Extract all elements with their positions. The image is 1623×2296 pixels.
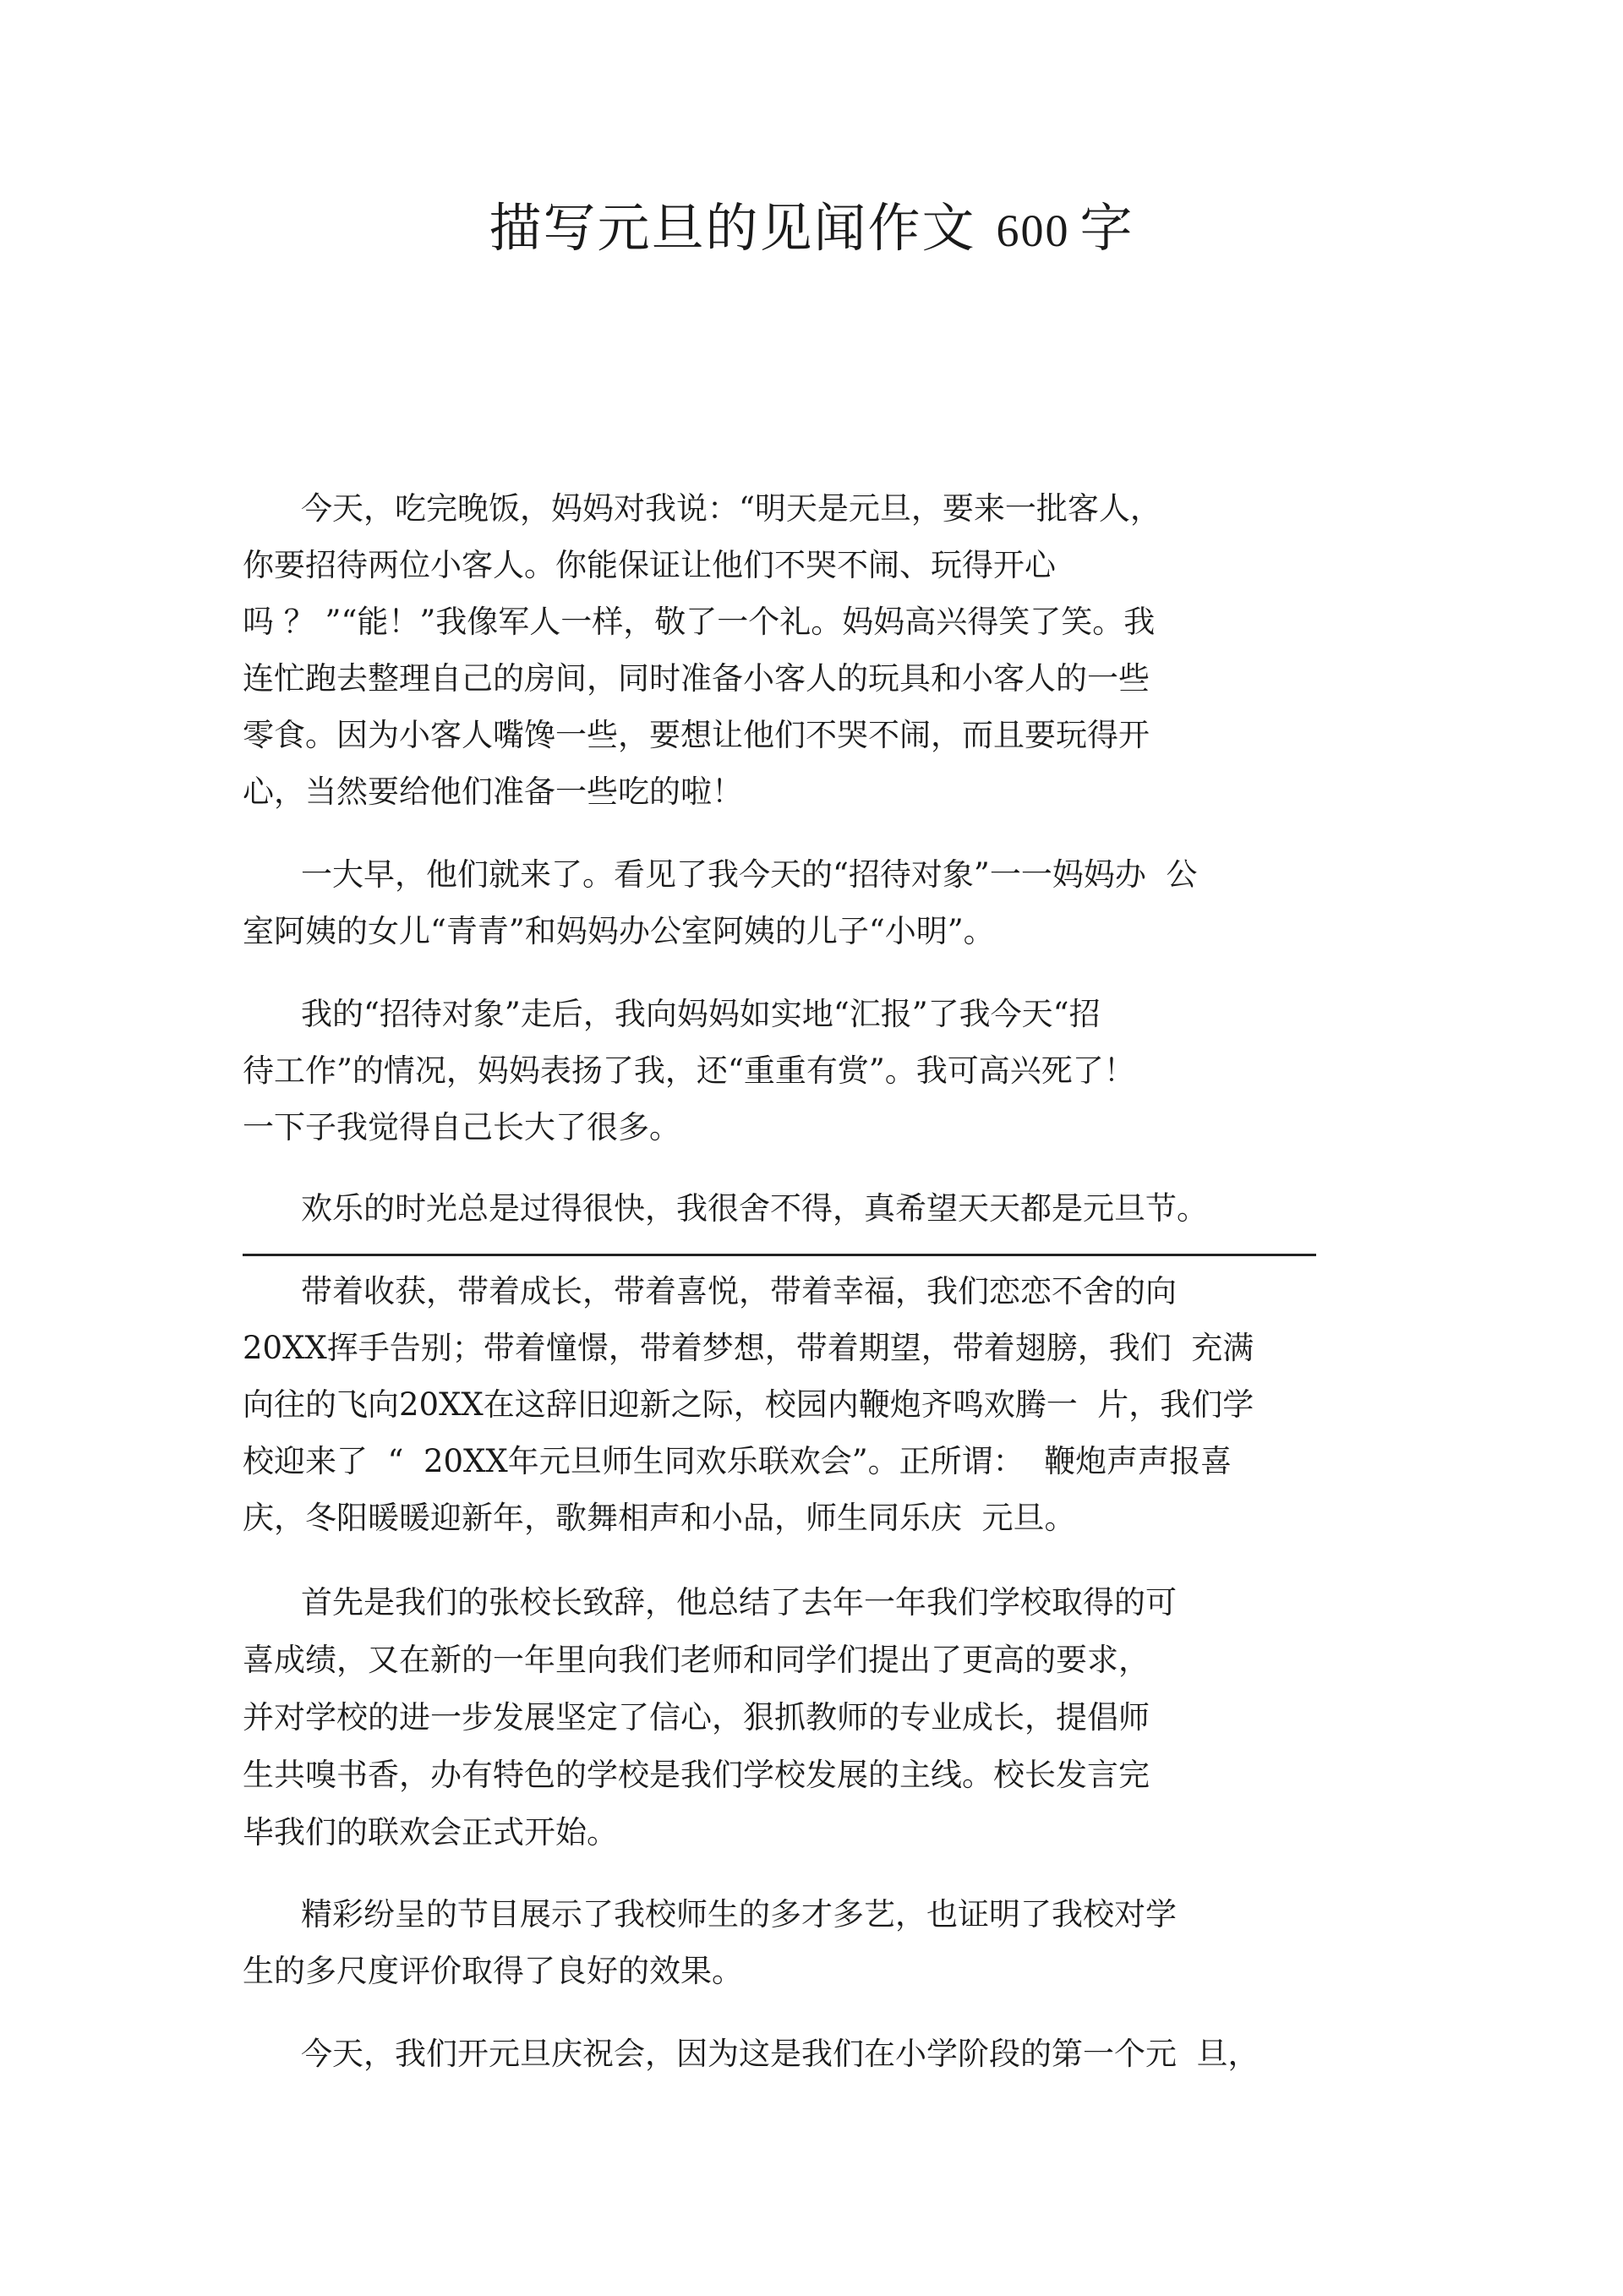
title-unit: 字 [1079,197,1134,259]
paragraph-4-line-1: 欢乐的时光总是过得很快，我很舍不得，真希望天天都是元旦节。 [301,1190,1208,1227]
paragraph-6-line-3: 并对学校的进一步发展坚定了信心，狠抓教师的专业成长，提倡师 [243,1699,1150,1736]
paragraph-2-line-1: 一大早，他们就来了。看见了我今天的“招待对象”一一妈妈办 公 [301,856,1198,893]
paragraph-3-line-2: 待工作”的情况，妈妈表扬了我，还“重重有赏”。我可高兴死了！ [243,1052,1135,1089]
paragraph-5-line-3: 向往的飞向20XX在这辞旧迎新之际，校园内鞭炮齐鸣欢腾一 片，我们学 [243,1386,1254,1423]
paragraph-8-line-1: 今天，我们开元旦庆祝会，因为这是我们在小学阶段的第一个元 旦， [301,2036,1260,2072]
paragraph-1-line-3: 吗 ？ ”“能！”我像军人一样，敬了一个礼。妈妈高兴得笑了笑。我 [243,604,1156,640]
document-title [0,190,1623,269]
paragraph-1-line-1: 今天，吃完晚饭，妈妈对我说：“明天是元旦，要来一批客人， [301,490,1161,527]
paragraph-5-line-2: 20XX挥手告别；带着憧憬，带着梦想，带着期望，带着翅膀，我们 充满 [243,1330,1254,1366]
paragraph-1-line-4: 连忙跑去整理自己的房间，同时准备小客人的玩具和小客人的一些 [243,660,1150,697]
paragraph-3-line-3: 一下子我觉得自己长大了很多。 [243,1109,680,1145]
paragraph-6-line-2: 喜成绩，又在新的一年里向我们老师和同学们提出了更高的要求， [243,1642,1150,1678]
paragraph-7-line-2: 生的多尺度评价取得了良好的效果。 [243,1953,743,1989]
paragraph-1-line-2: 你要招待两位小客人。你能保证让他们不哭不闹、玩得开心 [243,547,1056,583]
paragraph-5-line-4: 校迎来了 “ 20XX年元旦师生同欢乐联欢会”。正所谓： 鞭炮声声报喜 [243,1443,1232,1479]
paragraph-6-line-5: 毕我们的联欢会正式开始。 [243,1814,618,1850]
paragraph-1-line-6: 心，当然要给他们准备一些吃的啦！ [243,774,743,810]
paragraph-3-line-1: 我的“招待对象”走后，我向妈妈如实地“汇报”了我今天“招 [301,996,1101,1032]
title-number: 600 [996,205,1070,256]
section-divider [243,1254,1316,1256]
paragraph-5-line-1: 带着收获，带着成长，带着喜悦，带着幸福，我们恋恋不舍的向 [301,1273,1177,1309]
paragraph-2-line-2: 室阿姨的女儿“青青”和妈妈办公室阿姨的儿子“小明”。 [243,913,995,949]
title-text: 描写元旦的见闻作文 [489,197,976,259]
paragraph-6-line-1: 首先是我们的张校长致辞，他总结了去年一年我们学校取得的可 [301,1584,1177,1621]
paragraph-7-line-1: 精彩纷呈的节目展示了我校师生的多才多艺，也证明了我校对学 [301,1896,1177,1932]
paragraph-1-line-5: 零食。因为小客人嘴馋一些，要想让他们不哭不闹，而且要玩得开 [243,717,1150,753]
paragraph-6-line-4: 生共嗅书香，办有特色的学校是我们学校发展的主线。校长发言完 [243,1757,1150,1793]
paragraph-5-line-5: 庆，冬阳暖暖迎新年，歌舞相声和小品，师生同乐庆 元旦。 [243,1500,1076,1536]
